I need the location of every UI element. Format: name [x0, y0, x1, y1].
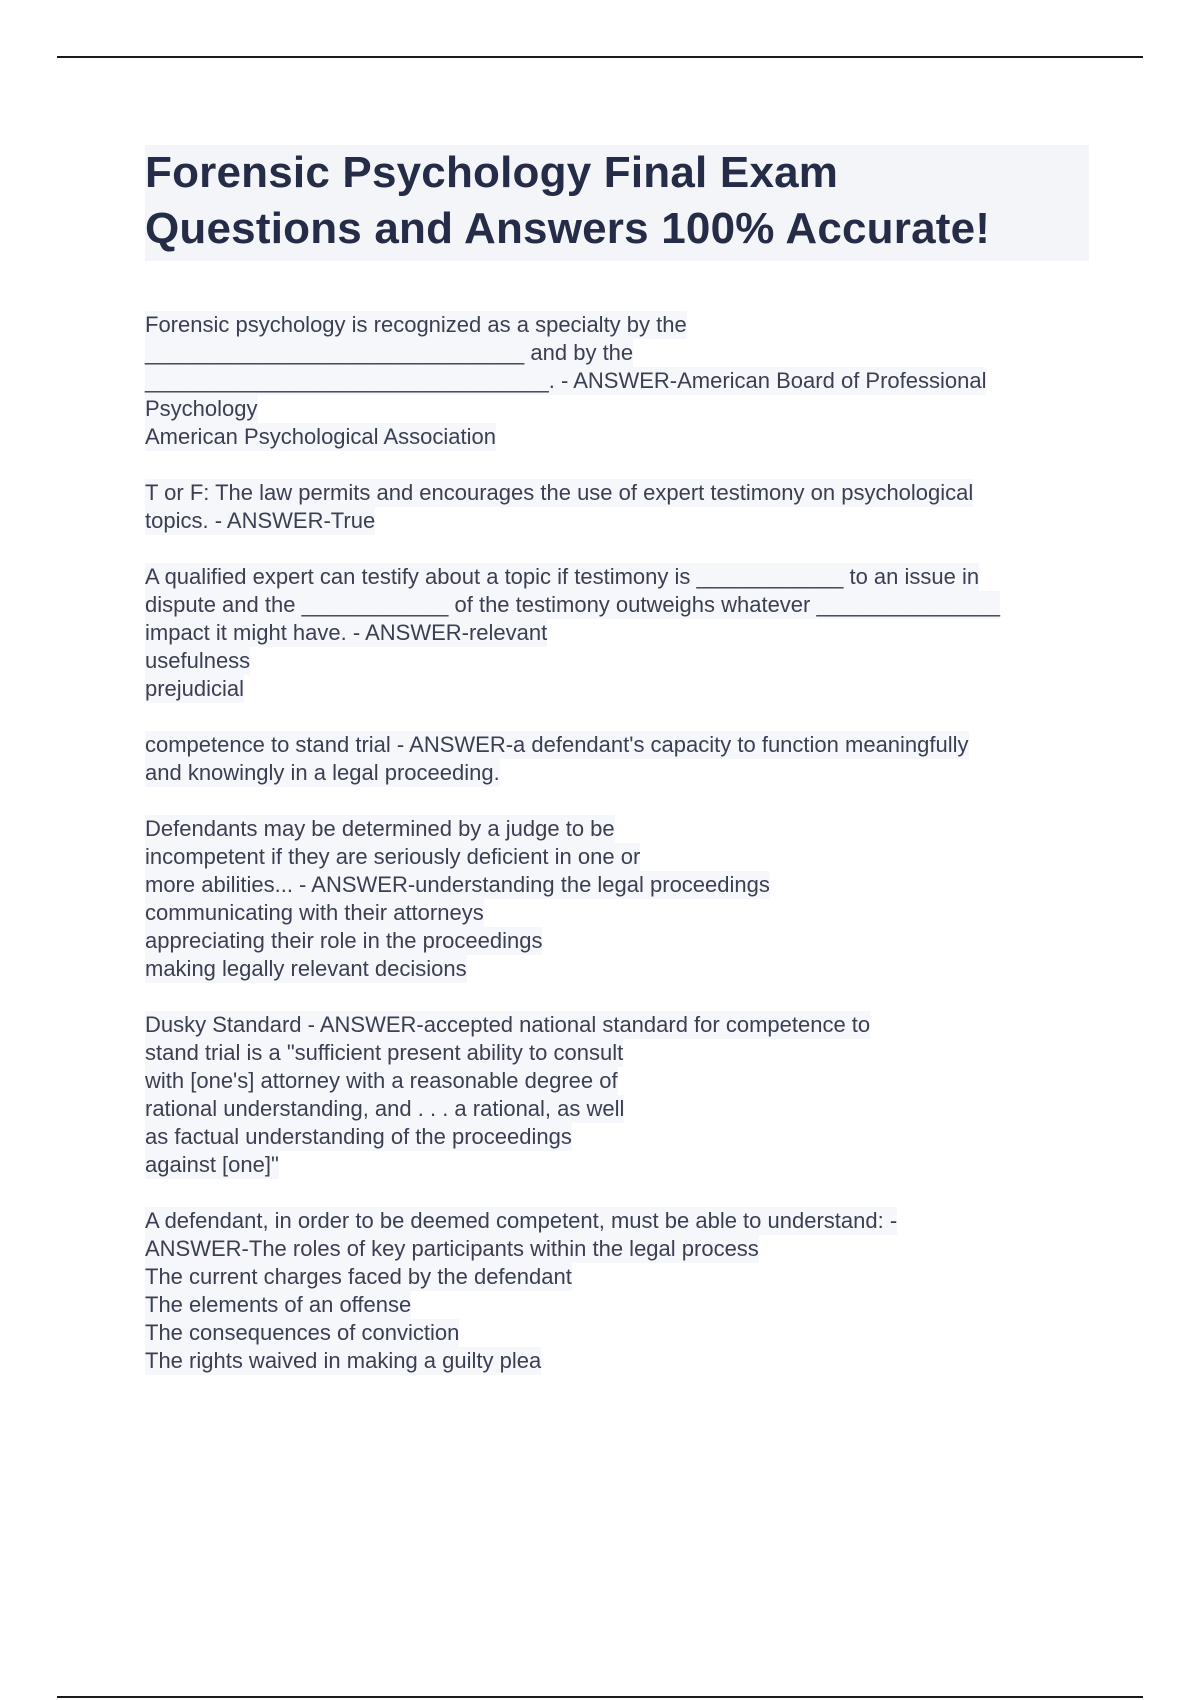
qa-line: American Psychological Association — [145, 424, 496, 449]
qa-line: against [one]" — [145, 1152, 279, 1177]
qa-line: prejudicial — [145, 676, 245, 701]
qa-line: ANSWER-The roles of key participants within the legal process — [145, 1236, 759, 1261]
qa-item — [145, 1207, 1075, 1375]
qa-line: Defendants may be determined by a judge to be — [145, 816, 615, 841]
qa-list — [145, 311, 1075, 1403]
qa-line: stand trial is a "sufficient present ability to consult — [145, 1040, 624, 1065]
qa-item — [145, 479, 1075, 535]
qa-line: appreciating their role in the proceedings — [145, 928, 543, 953]
qa-line: A defendant, in order to be deemed competent, must be able to understand: - — [145, 1208, 898, 1233]
qa-line: impact it might have. - ANSWER-relevant — [145, 620, 548, 645]
qa-line: A qualified expert can testify about a topic if testimony is ____________ to an issue in — [145, 564, 980, 589]
top-rule — [57, 56, 1143, 58]
qa-line: incompetent if they are seriously deficient in one or — [145, 844, 641, 869]
qa-line: competence to stand trial - ANSWER-a defendant's capacity to function meaningfully — [145, 732, 969, 757]
qa-line: The elements of an offense — [145, 1292, 412, 1317]
qa-line: and knowingly in a legal proceeding. — [145, 760, 500, 785]
qa-line: Forensic psychology is recognized as a specialty by the — [145, 312, 687, 337]
title-line-2: Questions and Answers 100% Accurate! — [145, 204, 991, 253]
qa-item — [145, 1011, 1075, 1179]
qa-line: more abilities... - ANSWER-understanding the legal proceedings — [145, 872, 770, 897]
qa-line: as factual understanding of the proceedings — [145, 1124, 572, 1149]
qa-line: _________________________________. - ANSWER-American Board of Professional — [145, 368, 987, 393]
qa-line: Psychology — [145, 396, 258, 421]
title-line-1: Forensic Psychology Final Exam — [145, 148, 839, 197]
qa-line: communicating with their attorneys — [145, 900, 484, 925]
qa-line: The consequences of conviction — [145, 1320, 460, 1345]
qa-line: T or F: The law permits and encourages the use of expert testimony on psychological — [145, 480, 974, 505]
qa-item — [145, 815, 1075, 983]
qa-line: The current charges faced by the defendant — [145, 1264, 572, 1289]
qa-line: dispute and the ____________ of the testimony outweighs whatever _______________ — [145, 592, 1001, 617]
document-title — [145, 145, 1089, 257]
qa-line: rational understanding, and . . . a rational, as well — [145, 1096, 625, 1121]
qa-line: Dusky Standard - ANSWER-accepted national standard for competence to — [145, 1012, 871, 1037]
qa-item — [145, 731, 1075, 787]
qa-line: with [one's] attorney with a reasonable degree of — [145, 1068, 618, 1093]
qa-line: _______________________________ and by the — [145, 340, 634, 365]
qa-line: topics. - ANSWER-True — [145, 508, 376, 533]
qa-line: usefulness — [145, 648, 251, 673]
qa-item — [145, 311, 1075, 451]
qa-line: making legally relevant decisions — [145, 956, 467, 981]
qa-line: The rights waived in making a guilty plea — [145, 1348, 542, 1373]
title-block — [145, 145, 1089, 261]
qa-item — [145, 563, 1075, 703]
bottom-rule — [57, 1696, 1143, 1698]
